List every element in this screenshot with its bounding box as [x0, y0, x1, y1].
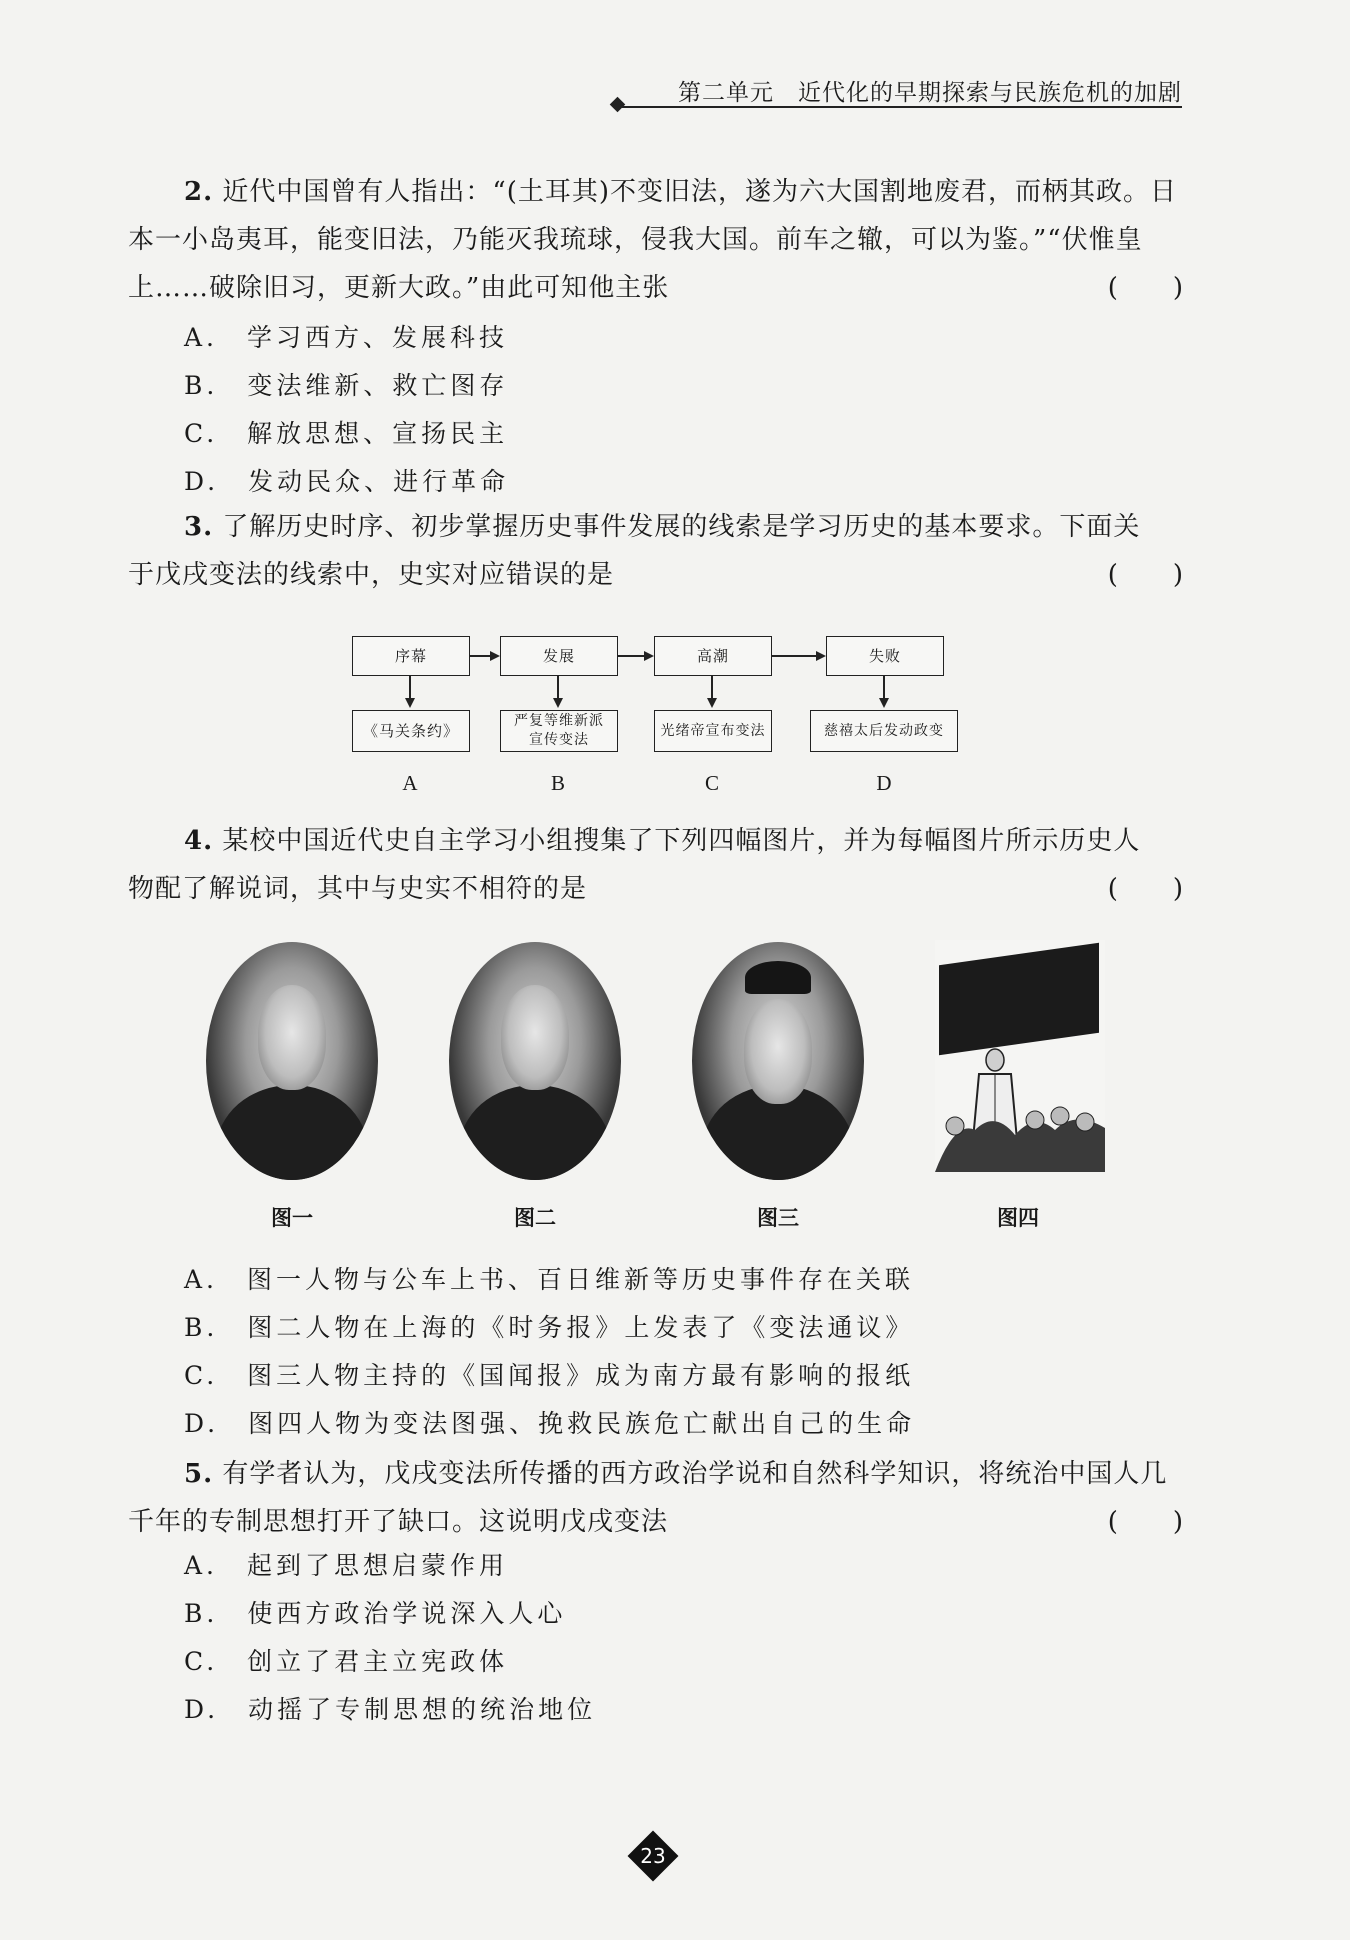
question-stem: 了解历史时序、初步掌握历史事件发展的线索是学习历史的基本要求。下面关	[222, 512, 1141, 542]
choice-letter-d: D	[876, 771, 892, 795]
stage-box-climax: 高潮	[654, 636, 772, 676]
option-b: B. 图二人物在上海的《时务报》上发表了《变法通议》	[184, 1313, 915, 1342]
connector-line	[883, 676, 885, 700]
answer-blank: ( )	[1107, 273, 1184, 303]
answer-blank: ( )	[1107, 560, 1184, 590]
option-c: C. 图三人物主持的《国闻报》成为南方最有影响的报纸	[184, 1361, 915, 1390]
option-d: D. 动摇了专制思想的统治地位	[184, 1695, 597, 1724]
portrait-figure-2	[449, 942, 621, 1180]
arrow-right-icon	[644, 651, 654, 661]
connector-line	[772, 655, 818, 657]
event-box-d: 慈禧太后发动政变	[810, 710, 958, 752]
question-number: 2.	[184, 177, 214, 207]
choice-letter-c: C	[704, 771, 719, 795]
stage-box-development: 发展	[500, 636, 618, 676]
option-c: C. 解放思想、宣扬民主	[184, 419, 509, 448]
running-header	[620, 74, 1182, 108]
header-title: 第二单元 近代化的早期探索与民族危机的加剧	[678, 80, 1182, 106]
connector-line	[470, 655, 492, 657]
choice-letter-b: B	[550, 771, 565, 795]
option-c: C. 创立了君主立宪政体	[184, 1647, 509, 1676]
connector-line	[409, 676, 411, 700]
question-stem: 上……破除旧习，更新大政。”由此可知他主张	[128, 273, 670, 303]
connector-line	[618, 655, 646, 657]
option-d: D. 发动民众、进行革命	[184, 467, 510, 496]
question-stem: 物配了解说词，其中与史实不相符的是	[128, 874, 588, 904]
question-stem: 于戊戌变法的线索中，史实对应错误的是	[128, 560, 615, 590]
option-a: A. 图一人物与公车上书、百日维新等历史事件存在关联	[184, 1265, 915, 1294]
question-number: 3.	[184, 512, 214, 542]
caption-figure-4: 图四	[997, 1206, 1039, 1230]
arrow-down-icon	[707, 698, 717, 708]
timeline-diagram	[340, 630, 980, 800]
question-5	[128, 1450, 1184, 1546]
caption-figure-1: 图一	[271, 1206, 313, 1230]
question-2	[128, 168, 1184, 312]
question-3	[128, 503, 1184, 599]
portrait-figure-3	[692, 942, 864, 1180]
question-stem: 千年的专制思想打开了缺口。这说明戊戌变法	[128, 1507, 669, 1537]
page-number: 23	[640, 1844, 666, 1868]
illustration-figure-4	[935, 940, 1105, 1172]
option-b: B. 使西方政治学说深入人心	[184, 1599, 567, 1628]
question-stem: 近代中国曾有人指出：“(土耳其)不变旧法，遂为六大国割地废君，而柄其政。日	[222, 177, 1178, 207]
question-stem: 本一小岛夷耳，能变旧法，乃能灭我琉球，侵我大国。前车之辙，可以为鉴。”“伏惟皇	[128, 225, 1143, 255]
caption-figure-2: 图二	[514, 1206, 556, 1230]
question-number: 4.	[184, 826, 214, 856]
option-a: A. 学习西方、发展科技	[184, 323, 509, 352]
answer-blank: ( )	[1107, 1507, 1184, 1537]
caption-figure-3: 图三	[757, 1206, 799, 1230]
connector-line	[557, 676, 559, 700]
arrow-down-icon	[879, 698, 889, 708]
answer-blank: ( )	[1107, 874, 1184, 904]
question-number: 5.	[184, 1459, 214, 1489]
question-4	[128, 817, 1184, 913]
arrow-down-icon	[405, 698, 415, 708]
event-box-b: 严复等维新派 宣传变法	[500, 710, 618, 752]
connector-line	[711, 676, 713, 700]
event-box-a: 《马关条约》	[352, 710, 470, 752]
option-d: D. 图四人物为变法图强、挽救民族危亡献出自己的生命	[184, 1409, 916, 1438]
event-box-c: 光绪帝宣布变法	[654, 710, 772, 752]
stage-box-prelude: 序幕	[352, 636, 470, 676]
arrow-right-icon	[816, 651, 826, 661]
option-b: B. 变法维新、救亡图存	[184, 371, 509, 400]
option-a: A. 起到了思想启蒙作用	[184, 1551, 509, 1580]
stage-box-failure: 失败	[826, 636, 944, 676]
question-stem: 某校中国近代史自主学习小组搜集了下列四幅图片，并为每幅图片所示历史人	[222, 826, 1141, 856]
arrow-down-icon	[553, 698, 563, 708]
arrow-right-icon	[490, 651, 500, 661]
question-stem: 有学者认为，戊戌变法所传播的西方政治学说和自然科学知识，将统治中国人几	[222, 1459, 1168, 1489]
choice-letter-a: A	[402, 771, 418, 795]
portrait-figure-1	[206, 942, 378, 1180]
